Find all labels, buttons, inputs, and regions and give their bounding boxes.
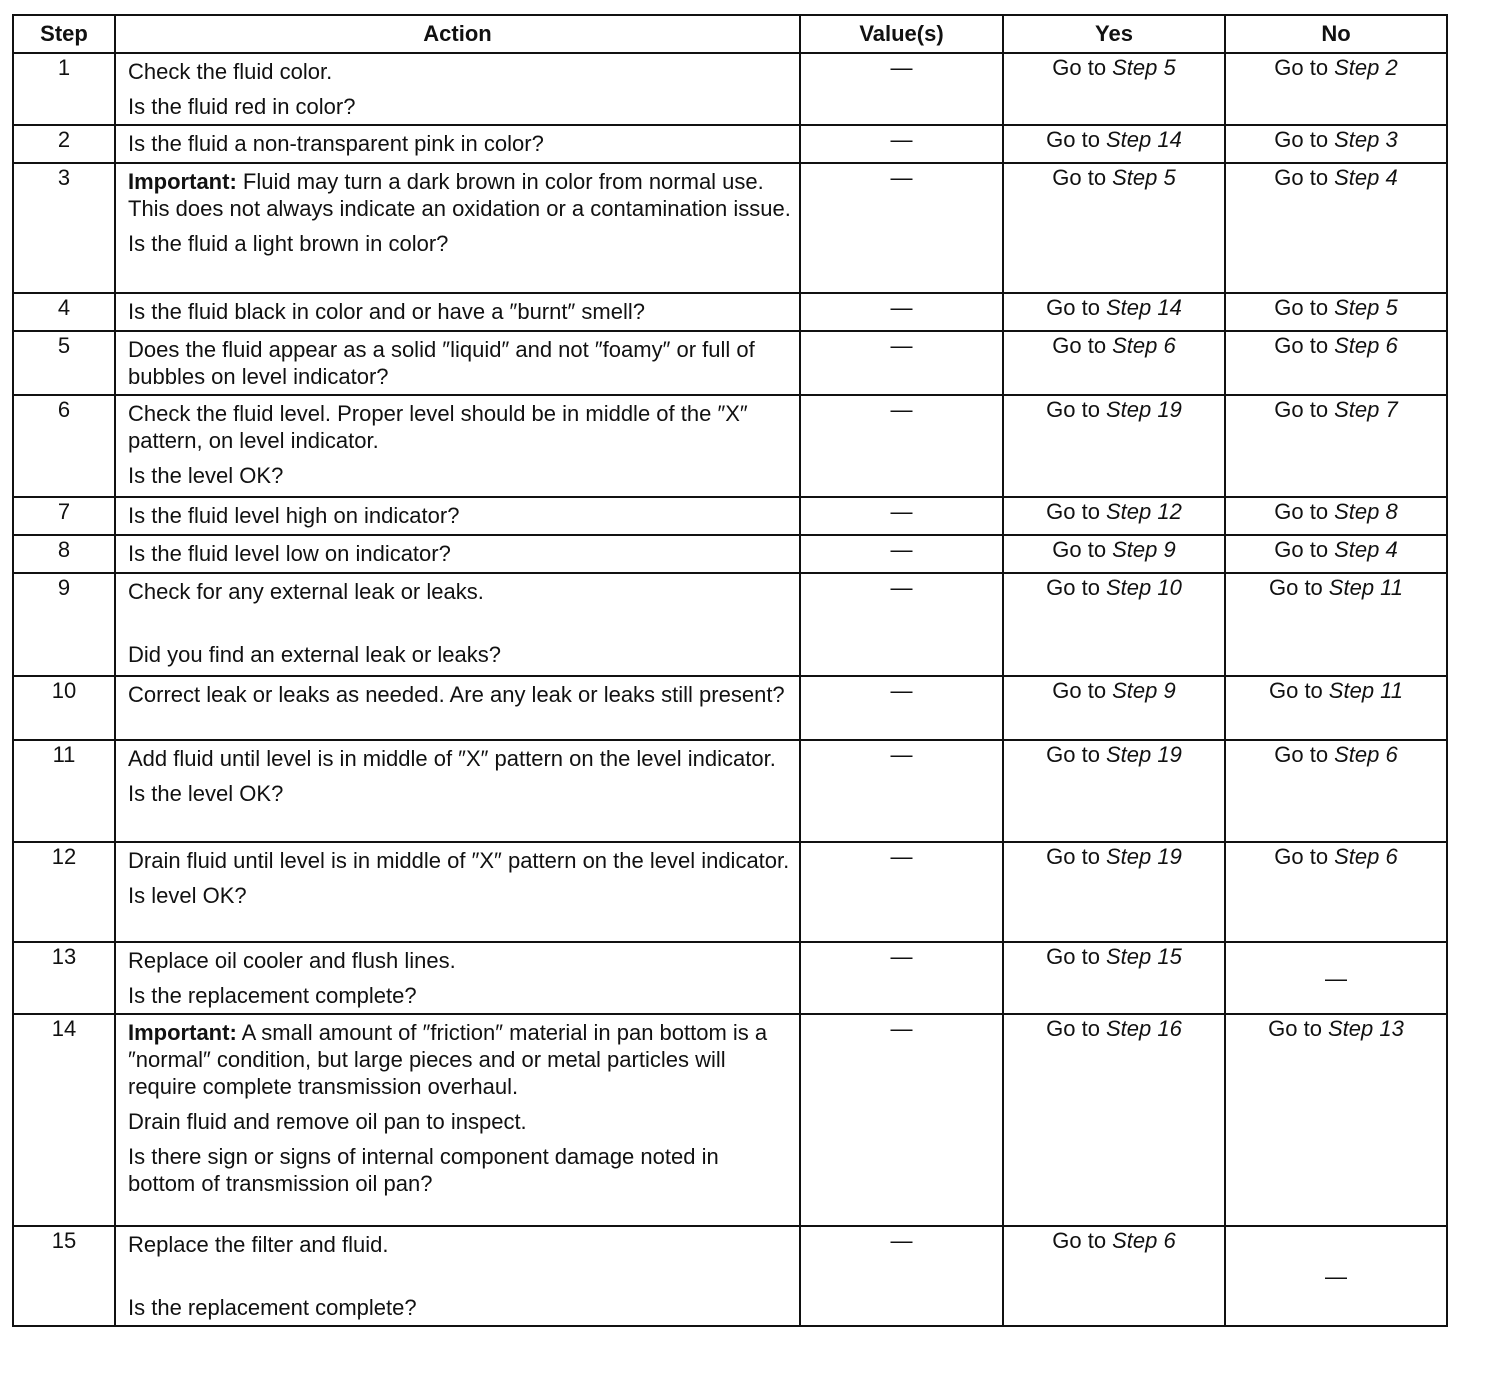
table-row [13, 331, 1447, 395]
step-link[interactable]: Step 4 [1334, 165, 1398, 190]
step-link[interactable]: Step 14 [1105, 295, 1182, 320]
step-link[interactable]: Step 6 [1112, 333, 1176, 358]
step-link[interactable]: Step 19 [1105, 742, 1182, 767]
table-row [13, 125, 1447, 163]
action-text: Check the fluid color. [128, 59, 333, 84]
value-cell: — [800, 676, 1003, 740]
go-to-label: Go to [1268, 575, 1323, 600]
no-cell [1225, 740, 1447, 842]
step-link[interactable]: Step 6 [1112, 1228, 1176, 1253]
table-row [13, 573, 1447, 676]
action-cell [115, 676, 800, 740]
no-cell [1225, 395, 1447, 497]
step-link[interactable]: Step 4 [1334, 537, 1398, 562]
step-number: 5 [13, 331, 115, 395]
yes-cell [1003, 497, 1225, 535]
step-link[interactable]: Step 6 [1334, 844, 1398, 869]
step-link[interactable]: Step 6 [1334, 742, 1398, 767]
action-cell [115, 842, 800, 942]
value-cell: — [800, 331, 1003, 395]
action-text: Replace oil cooler and flush lines. [128, 948, 456, 973]
go-to-label: Go to [1046, 499, 1100, 524]
header-step: Step [13, 15, 115, 53]
action-text: Is the fluid a non-transparent pink in color? [128, 131, 544, 156]
diagnostic-table [12, 14, 1448, 1327]
step-number: 7 [13, 497, 115, 535]
value-cell: — [800, 535, 1003, 573]
go-to-label: Go to [1274, 333, 1329, 358]
yes-cell [1003, 293, 1225, 331]
table-row [13, 497, 1447, 535]
step-link[interactable]: Step 6 [1334, 333, 1398, 358]
step-link[interactable]: Step 11 [1328, 678, 1404, 703]
step-number: 11 [13, 740, 115, 842]
value-cell: — [800, 1226, 1003, 1326]
action-text: Does the fluid appear as a solid ″liquid″ and not ″foamy″ or full of bubbles on level indicator? [128, 337, 755, 389]
yes-cell [1003, 125, 1225, 163]
no-cell [1225, 573, 1447, 676]
go-to-label: Go to [1274, 55, 1329, 80]
table-row [13, 842, 1447, 942]
step-number: 9 [13, 573, 115, 676]
step-link[interactable]: Step 5 [1334, 295, 1398, 320]
go-to-label: Go to [1046, 844, 1100, 869]
action-text: Is there sign or signs of internal component damage noted in bottom of transmission oil pan? [128, 1144, 719, 1196]
value-cell: — [800, 942, 1003, 1014]
dash: — [1325, 965, 1347, 991]
step-link[interactable]: Step 13 [1327, 1016, 1404, 1041]
go-to-label: Go to [1268, 678, 1323, 703]
table-row [13, 535, 1447, 573]
table-row [13, 53, 1447, 125]
step-link[interactable]: Step 9 [1112, 537, 1176, 562]
yes-cell [1003, 942, 1225, 1014]
go-to-label: Go to [1046, 742, 1100, 767]
header-action: Action [115, 15, 800, 53]
action-text: Add fluid until level is in middle of ″X″ pattern on the level indicator. [128, 746, 776, 771]
yes-cell [1003, 395, 1225, 497]
step-link[interactable]: Step 5 [1112, 165, 1176, 190]
action-cell [115, 497, 800, 535]
go-to-label: Go to [1052, 55, 1107, 80]
table-row [13, 942, 1447, 1014]
step-link[interactable]: Step 11 [1328, 575, 1404, 600]
action-text: Is the fluid black in color and or have a ″burnt″ smell? [128, 299, 645, 324]
go-to-label: Go to [1052, 165, 1107, 190]
go-to-label: Go to [1046, 1016, 1100, 1041]
yes-cell [1003, 573, 1225, 676]
no-cell [1225, 535, 1447, 573]
action-text: Is the replacement complete? [128, 1295, 417, 1320]
value-cell: — [800, 125, 1003, 163]
no-cell [1225, 1014, 1447, 1226]
go-to-label: Go to [1052, 1228, 1107, 1253]
value-cell: — [800, 293, 1003, 331]
action-text: Did you find an external leak or leaks? [128, 642, 501, 667]
important-text: Fluid may turn a dark brown in color from normal use. This does not always indicate an oxidation or a contamination issue. [128, 169, 791, 221]
table-row [13, 676, 1447, 740]
go-to-label: Go to [1274, 165, 1329, 190]
important-note [128, 1019, 791, 1100]
yes-cell [1003, 1014, 1225, 1226]
value-cell: — [800, 740, 1003, 842]
important-text: A small amount of ″friction″ material in pan bottom is a ″normal″ condition, but large pieces and or metal particles will require complete transmission overhaul. [128, 1020, 768, 1099]
value-cell: — [800, 497, 1003, 535]
action-text: Replace the filter and fluid. [128, 1232, 389, 1257]
value-cell: — [800, 573, 1003, 676]
step-number: 1 [13, 53, 115, 125]
no-cell [1225, 942, 1447, 1014]
important-label: Important: [128, 1020, 237, 1045]
step-number: 14 [13, 1014, 115, 1226]
header-yes: Yes [1003, 15, 1225, 53]
yes-cell [1003, 331, 1225, 395]
go-to-label: Go to [1274, 537, 1329, 562]
yes-cell [1003, 1226, 1225, 1326]
no-cell [1225, 163, 1447, 293]
table-row [13, 740, 1447, 842]
action-text: Check the fluid level. Proper level should be in middle of the ″X″ pattern, on level indicator. [128, 401, 748, 453]
value-cell: — [800, 1014, 1003, 1226]
step-link[interactable]: Step 12 [1105, 499, 1182, 524]
header-row [13, 15, 1447, 53]
action-text: Is the replacement complete? [128, 983, 417, 1008]
go-to-label: Go to [1274, 844, 1329, 869]
action-cell [115, 740, 800, 842]
go-to-label: Go to [1046, 575, 1100, 600]
action-cell [115, 535, 800, 573]
step-number: 4 [13, 293, 115, 331]
step-number: 8 [13, 535, 115, 573]
step-link[interactable]: Step 7 [1334, 397, 1398, 422]
no-cell [1225, 331, 1447, 395]
step-link[interactable]: Step 19 [1105, 844, 1182, 869]
header-no: No [1225, 15, 1447, 53]
yes-cell [1003, 163, 1225, 293]
no-cell [1225, 125, 1447, 163]
value-cell: — [800, 53, 1003, 125]
yes-cell [1003, 740, 1225, 842]
go-to-label: Go to [1046, 295, 1100, 320]
step-number: 2 [13, 125, 115, 163]
step-link[interactable]: Step 15 [1105, 944, 1182, 969]
go-to-label: Go to [1268, 1016, 1322, 1041]
step-link[interactable]: Step 16 [1105, 1016, 1182, 1041]
table-row [13, 1226, 1447, 1326]
table-row [13, 395, 1447, 497]
go-to-label: Go to [1046, 397, 1100, 422]
action-text: Is the level OK? [128, 463, 284, 488]
step-link[interactable]: Step 14 [1105, 127, 1182, 152]
go-to-label: Go to [1052, 333, 1107, 358]
action-text: Drain fluid and remove oil pan to inspect. [128, 1109, 527, 1134]
action-cell [115, 1226, 800, 1326]
go-to-label: Go to [1274, 742, 1329, 767]
important-label: Important: [128, 169, 237, 194]
action-text: Drain fluid until level is in middle of ″X″ pattern on the level indicator. [128, 848, 790, 873]
table-body [13, 53, 1447, 1326]
yes-cell [1003, 676, 1225, 740]
step-number: 10 [13, 676, 115, 740]
action-cell [115, 573, 800, 676]
yes-cell [1003, 53, 1225, 125]
value-cell: — [800, 395, 1003, 497]
no-cell [1225, 1226, 1447, 1326]
go-to-label: Go to [1052, 537, 1107, 562]
action-cell [115, 53, 800, 125]
action-cell [115, 331, 800, 395]
step-number: 13 [13, 942, 115, 1014]
go-to-label: Go to [1274, 499, 1329, 524]
dash: — [1325, 1263, 1347, 1289]
go-to-label: Go to [1052, 678, 1107, 703]
table-row [13, 293, 1447, 331]
action-cell [115, 395, 800, 497]
important-note [128, 168, 791, 222]
header-values: Value(s) [800, 15, 1003, 53]
action-cell [115, 125, 800, 163]
no-cell [1225, 53, 1447, 125]
go-to-label: Go to [1274, 295, 1329, 320]
yes-cell [1003, 535, 1225, 573]
action-text: Is the fluid level low on indicator? [128, 541, 451, 566]
action-cell [115, 1014, 800, 1226]
action-text: Correct leak or leaks as needed. Are any leak or leaks still present? [128, 682, 785, 707]
no-cell [1225, 842, 1447, 942]
action-cell [115, 942, 800, 1014]
go-to-label: Go to [1274, 127, 1329, 152]
step-link[interactable]: Step 9 [1112, 678, 1176, 703]
step-number: 12 [13, 842, 115, 942]
step-number: 6 [13, 395, 115, 497]
action-cell [115, 293, 800, 331]
action-text: Is the fluid a light brown in color? [128, 231, 449, 256]
action-text: Is level OK? [128, 883, 247, 908]
table-row [13, 163, 1447, 293]
table-row [13, 1014, 1447, 1226]
go-to-label: Go to [1046, 127, 1100, 152]
step-link[interactable]: Step 19 [1105, 397, 1182, 422]
action-text: Is the fluid red in color? [128, 94, 356, 119]
action-text: Is the fluid level high on indicator? [128, 503, 460, 528]
yes-cell [1003, 842, 1225, 942]
no-cell [1225, 497, 1447, 535]
step-link[interactable]: Step 5 [1112, 55, 1176, 80]
action-text: Is the level OK? [128, 781, 284, 806]
step-number: 3 [13, 163, 115, 293]
step-link[interactable]: Step 8 [1334, 499, 1398, 524]
action-cell [115, 163, 800, 293]
step-link[interactable]: Step 10 [1105, 575, 1182, 600]
action-text: Check for any external leak or leaks. [128, 579, 484, 604]
go-to-label: Go to [1046, 944, 1100, 969]
step-link[interactable]: Step 2 [1334, 55, 1398, 80]
no-cell [1225, 293, 1447, 331]
value-cell: — [800, 842, 1003, 942]
no-cell [1225, 676, 1447, 740]
step-link[interactable]: Step 3 [1334, 127, 1398, 152]
go-to-label: Go to [1274, 397, 1329, 422]
step-number: 15 [13, 1226, 115, 1326]
value-cell: — [800, 163, 1003, 293]
